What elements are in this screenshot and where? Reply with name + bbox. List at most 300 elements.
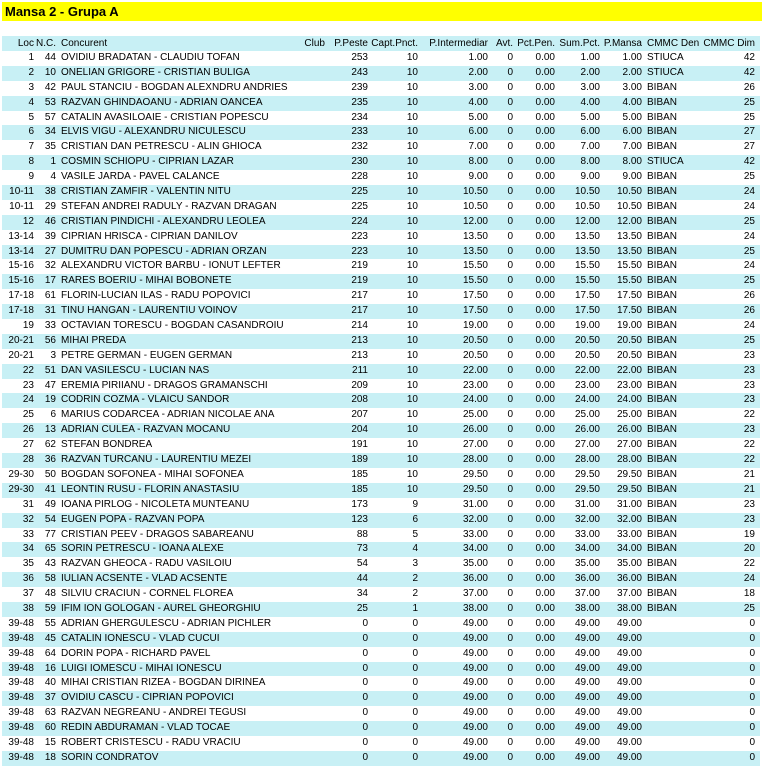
cell-cmmc-dim: 26: [743, 290, 755, 302]
cell-nc: 35: [44, 141, 56, 153]
cell-sum-pct: 13.50: [574, 245, 600, 257]
cell-cmmc-dim: 24: [743, 320, 755, 332]
cell-nc: 34: [44, 126, 56, 138]
cell-club: [300, 751, 327, 766]
cell-club: [300, 51, 327, 66]
cell-pct-pen: 0.00: [535, 736, 555, 748]
cell-avt: 0: [507, 394, 513, 406]
cell-pct-pen: 0.00: [535, 394, 555, 406]
cell-capt-pnct: 9: [412, 498, 418, 510]
cell-cmmc-den: [643, 721, 700, 736]
cell-p-intermediar: 49.00: [462, 736, 488, 748]
cell-capt-pnct: 10: [406, 156, 418, 168]
cell-p-intermediar: 2.00: [468, 66, 488, 78]
sheet-title: Mansa 2 - Grupa A: [5, 4, 119, 19]
header-nc: N.C.: [36, 38, 56, 49]
cell-club: [300, 662, 327, 677]
cell-pct-pen: 0.00: [535, 573, 555, 585]
cell-sum-pct: 49.00: [574, 677, 600, 689]
cell-p-intermediar: 13.50: [462, 230, 488, 242]
cell-loc: 27: [22, 439, 34, 451]
cell-capt-pnct: 1: [412, 602, 418, 614]
cell-p-intermediar: 49.00: [462, 751, 488, 763]
cell-sum-pct: 8.00: [580, 156, 600, 168]
header-concurent: Concurent: [61, 38, 108, 49]
cell-nc: 62: [44, 439, 56, 451]
cell-p-mansa: 49.00: [616, 617, 642, 629]
cell-sum-pct: 12.00: [574, 215, 600, 227]
cell-nc: 60: [44, 722, 56, 734]
table-row: [2, 662, 760, 677]
cell-pct-pen: 0.00: [535, 111, 555, 123]
cell-cmmc-den: STIUCA: [647, 52, 684, 63]
cell-avt: 0: [507, 677, 513, 689]
cell-p-mansa: 29.50: [616, 468, 642, 480]
cell-p-peste: 253: [351, 52, 368, 63]
cell-pct-pen: 0.00: [535, 722, 555, 734]
cell-p-peste: 0: [362, 692, 368, 704]
table-row: [2, 676, 760, 691]
table-row: [2, 602, 760, 617]
cell-nc: 29: [44, 200, 56, 212]
cell-concurent: ADRIAN GHERGULESCU - ADRIAN PICHLER: [61, 617, 272, 629]
cell-loc: 13-14: [8, 245, 34, 257]
cell-nc: 3: [50, 349, 56, 361]
cell-pct-pen: 0.00: [535, 260, 555, 272]
cell-club: [300, 96, 327, 111]
cell-loc: 23: [22, 379, 34, 391]
cell-p-intermediar: 1.00: [468, 52, 488, 63]
cell-capt-pnct: 6: [412, 513, 418, 525]
cell-cmmc-den: BIBAN: [647, 498, 678, 510]
cell-avt: 0: [507, 588, 513, 600]
cell-p-mansa: 13.50: [616, 230, 642, 242]
cell-pct-pen: 0.00: [535, 602, 555, 614]
cell-sum-pct: 22.00: [574, 364, 600, 376]
cell-nc: 13: [44, 424, 56, 436]
cell-cmmc-dim: 0: [749, 707, 755, 719]
cell-avt: 0: [507, 573, 513, 585]
table-row: [2, 423, 760, 438]
cell-avt: 0: [507, 379, 513, 391]
cell-avt: 0: [507, 66, 513, 78]
cell-cmmc-dim: 23: [743, 379, 755, 391]
cell-loc: 39-48: [8, 736, 34, 748]
cell-capt-pnct: 10: [406, 126, 418, 138]
cell-p-peste: 0: [362, 617, 368, 629]
cell-pct-pen: 0.00: [535, 66, 555, 78]
cell-nc: 39: [44, 230, 56, 242]
cell-avt: 0: [507, 305, 513, 317]
cell-p-intermediar: 17.50: [462, 290, 488, 302]
table-row: [2, 468, 760, 483]
cell-avt: 0: [507, 245, 513, 257]
cell-p-intermediar: 15.50: [462, 260, 488, 272]
cell-nc: 50: [44, 468, 56, 480]
cell-p-mansa: 33.00: [616, 528, 642, 540]
cell-cmmc-dim: 42: [743, 66, 755, 78]
cell-p-peste: 54: [356, 558, 368, 570]
cell-cmmc-dim: 26: [743, 305, 755, 317]
cell-avt: 0: [507, 751, 513, 763]
cell-p-intermediar: 37.00: [462, 588, 488, 600]
cell-p-mansa: 34.00: [616, 543, 642, 555]
cell-capt-pnct: 10: [406, 111, 418, 123]
cell-nc: 18: [44, 751, 56, 763]
cell-nc: 57: [44, 111, 56, 123]
cell-pct-pen: 0.00: [535, 751, 555, 763]
cell-avt: 0: [507, 141, 513, 153]
table-row: [2, 706, 760, 721]
cell-p-peste: 243: [351, 66, 368, 78]
cell-sum-pct: 49.00: [574, 722, 600, 734]
cell-p-peste: 185: [351, 483, 368, 495]
cell-capt-pnct: 10: [406, 186, 418, 198]
cell-nc: 58: [44, 573, 56, 585]
cell-cmmc-den: BIBAN: [647, 602, 678, 614]
cell-cmmc-dim: 0: [749, 736, 755, 748]
cell-capt-pnct: 10: [406, 320, 418, 332]
cell-club: [300, 691, 327, 706]
cell-p-mansa: 32.00: [616, 513, 642, 525]
cell-p-peste: 208: [351, 394, 368, 406]
cell-p-peste: 213: [351, 334, 368, 346]
cell-sum-pct: 29.50: [574, 483, 600, 495]
cell-cmmc-den: BIBAN: [647, 245, 678, 257]
cell-loc: 20-21: [8, 349, 34, 361]
cell-avt: 0: [507, 647, 513, 659]
cell-sum-pct: 32.00: [574, 513, 600, 525]
cell-cmmc-den: BIBAN: [647, 96, 678, 108]
cell-p-mansa: 9.00: [622, 171, 642, 183]
cell-capt-pnct: 10: [406, 81, 418, 93]
cell-capt-pnct: 10: [406, 364, 418, 376]
cell-cmmc-den: BIBAN: [647, 468, 678, 480]
cell-p-intermediar: 24.00: [462, 394, 488, 406]
cell-nc: 48: [44, 588, 56, 600]
cell-cmmc-dim: 23: [743, 349, 755, 361]
cell-cmmc-dim: 0: [749, 722, 755, 734]
cell-pct-pen: 0.00: [535, 200, 555, 212]
cell-capt-pnct: 10: [406, 379, 418, 391]
cell-capt-pnct: 10: [406, 52, 418, 63]
cell-cmmc-den: BIBAN: [647, 439, 678, 451]
cell-p-intermediar: 4.00: [468, 96, 488, 108]
cell-p-intermediar: 9.00: [468, 171, 488, 183]
cell-nc: 36: [44, 454, 56, 466]
cell-p-intermediar: 5.00: [468, 111, 488, 123]
cell-cmmc-dim: 23: [743, 424, 755, 436]
cell-pct-pen: 0.00: [535, 439, 555, 451]
cell-sum-pct: 25.00: [574, 409, 600, 421]
cell-avt: 0: [507, 290, 513, 302]
table-row: [2, 647, 760, 662]
cell-cmmc-den: [643, 691, 700, 706]
cell-cmmc-dim: 22: [743, 439, 755, 451]
cell-nc: 53: [44, 96, 56, 108]
cell-concurent: ONELIAN GRIGORE - CRISTIAN BULIGA: [61, 66, 250, 78]
cell-p-peste: 191: [351, 439, 368, 451]
cell-nc: 15: [44, 736, 56, 748]
cell-club: [300, 453, 327, 468]
cell-p-intermediar: 27.00: [462, 439, 488, 451]
cell-avt: 0: [507, 230, 513, 242]
cell-club: [300, 513, 327, 528]
table-row: [2, 617, 760, 632]
cell-concurent: DUMITRU DAN POPESCU - ADRIAN ORZAN: [61, 245, 267, 257]
cell-p-intermediar: 3.00: [468, 81, 488, 93]
cell-p-mansa: 49.00: [616, 632, 642, 644]
cell-cmmc-dim: 24: [743, 230, 755, 242]
cell-capt-pnct: 10: [406, 394, 418, 406]
table-row: [2, 691, 760, 706]
cell-pct-pen: 0.00: [535, 424, 555, 436]
cell-p-intermediar: 22.00: [462, 364, 488, 376]
cell-sum-pct: 28.00: [574, 454, 600, 466]
cell-cmmc-den: [643, 647, 700, 662]
results-table: [2, 36, 760, 766]
cell-p-peste: 44: [356, 573, 368, 585]
cell-club: [300, 438, 327, 453]
cell-concurent: MARIUS CODARCEA - ADRIAN NICOLAE ANA: [61, 409, 275, 421]
cell-concurent: ROBERT CRISTESCU - RADU VRACIU: [61, 736, 241, 748]
cell-pct-pen: 0.00: [535, 677, 555, 689]
cell-club: [300, 140, 327, 155]
cell-pct-pen: 0.00: [535, 558, 555, 570]
cell-p-intermediar: 49.00: [462, 692, 488, 704]
cell-p-peste: 219: [351, 260, 368, 272]
cell-club: [300, 617, 327, 632]
cell-capt-pnct: 10: [406, 454, 418, 466]
table-row: [2, 572, 760, 587]
cell-p-mansa: 10.50: [616, 186, 642, 198]
cell-p-mansa: 49.00: [616, 692, 642, 704]
cell-p-intermediar: 19.00: [462, 320, 488, 332]
cell-concurent: TINU HANGAN - LAURENTIU VOINOV: [61, 305, 238, 317]
cell-cmmc-dim: 18: [743, 588, 755, 600]
cell-p-mansa: 15.50: [616, 260, 642, 272]
cell-nc: 65: [44, 543, 56, 555]
cell-club: [300, 245, 327, 260]
cell-p-peste: 0: [362, 736, 368, 748]
cell-club: [300, 736, 327, 751]
cell-sum-pct: 23.00: [574, 379, 600, 391]
cell-pct-pen: 0.00: [535, 290, 555, 302]
cell-cmmc-den: [643, 662, 700, 677]
cell-loc: 29-30: [8, 483, 34, 495]
cell-nc: 55: [44, 617, 56, 629]
cell-avt: 0: [507, 186, 513, 198]
cell-pct-pen: 0.00: [535, 528, 555, 540]
cell-concurent: SORIN PETRESCU - IOANA ALEXE: [61, 543, 224, 555]
cell-concurent: IULIAN ACSENTE - VLAD ACSENTE: [61, 573, 228, 585]
cell-club: [300, 319, 327, 334]
cell-loc: 39-48: [8, 617, 34, 629]
cell-club: [300, 304, 327, 319]
cell-cmmc-dim: 25: [743, 111, 755, 123]
cell-pct-pen: 0.00: [535, 156, 555, 168]
cell-loc: 25: [22, 409, 34, 421]
cell-p-intermediar: 49.00: [462, 677, 488, 689]
cell-cmmc-dim: 0: [749, 662, 755, 674]
cell-concurent: LEONTIN RUSU - FLORIN ANASTASIU: [61, 483, 240, 495]
cell-concurent: ELVIS VIGU - ALEXANDRU NICULESCU: [61, 126, 246, 138]
cell-loc: 17-18: [8, 305, 34, 317]
cell-nc: 77: [44, 528, 56, 540]
cell-p-mansa: 49.00: [616, 707, 642, 719]
cell-capt-pnct: 2: [412, 573, 418, 585]
cell-pct-pen: 0.00: [535, 364, 555, 376]
cell-sum-pct: 6.00: [580, 126, 600, 138]
cell-sum-pct: 2.00: [580, 66, 600, 78]
cell-cmmc-den: BIBAN: [647, 409, 678, 421]
cell-nc: 40: [44, 677, 56, 689]
cell-club: [300, 215, 327, 230]
cell-cmmc-den: BIBAN: [647, 215, 678, 227]
cell-concurent: CATALIN IONESCU - VLAD CUCUI: [61, 632, 220, 644]
cell-concurent: DORIN POPA - RICHARD PAVEL: [61, 647, 211, 659]
cell-loc: 39-48: [8, 662, 34, 674]
cell-loc: 24: [22, 394, 34, 406]
cell-loc: 26: [22, 424, 34, 436]
table-row: [2, 513, 760, 528]
cell-loc: 2: [28, 66, 34, 78]
header-cmmc-den: CMMC Den: [647, 38, 700, 49]
cell-capt-pnct: 0: [412, 632, 418, 644]
cell-cmmc-dim: 23: [743, 513, 755, 525]
table-row: [2, 274, 760, 289]
cell-capt-pnct: 10: [406, 260, 418, 272]
cell-loc: 39-48: [8, 722, 34, 734]
cell-avt: 0: [507, 126, 513, 138]
cell-concurent: SILVIU CRACIUN - CORNEL FLOREA: [61, 588, 234, 600]
table-row: [2, 334, 760, 349]
cell-p-intermediar: 20.50: [462, 349, 488, 361]
cell-loc: 6: [28, 126, 34, 138]
header-sum-pct: Sum.Pct.: [559, 38, 600, 49]
cell-concurent: FLORIN-LUCIAN ILAS - RADU POPOVICI: [61, 290, 251, 302]
cell-avt: 0: [507, 171, 513, 183]
cell-capt-pnct: 10: [406, 305, 418, 317]
cell-p-intermediar: 10.50: [462, 200, 488, 212]
cell-loc: 39-48: [8, 647, 34, 659]
cell-pct-pen: 0.00: [535, 692, 555, 704]
cell-p-mansa: 13.50: [616, 245, 642, 257]
table-row: [2, 215, 760, 230]
cell-avt: 0: [507, 96, 513, 108]
table-body: [2, 51, 760, 766]
cell-avt: 0: [507, 483, 513, 495]
cell-cmmc-den: BIBAN: [647, 126, 678, 138]
cell-concurent: CIPRIAN HRISCA - CIPRIAN DANILOV: [61, 230, 238, 242]
cell-p-mansa: 28.00: [616, 454, 642, 466]
cell-capt-pnct: 10: [406, 96, 418, 108]
cell-avt: 0: [507, 468, 513, 480]
table-row: [2, 542, 760, 557]
cell-pct-pen: 0.00: [535, 52, 555, 63]
table-row: [2, 96, 760, 111]
cell-p-peste: 213: [351, 349, 368, 361]
cell-avt: 0: [507, 364, 513, 376]
cell-concurent: RARES BOERIU - MIHAI BOBONETE: [61, 275, 232, 287]
cell-sum-pct: 17.50: [574, 305, 600, 317]
cell-nc: 27: [44, 245, 56, 257]
cell-pct-pen: 0.00: [535, 617, 555, 629]
cell-p-mansa: 15.50: [616, 275, 642, 287]
cell-concurent: LUIGI IOMESCU - MIHAI IONESCU: [61, 662, 222, 674]
cell-concurent: SORIN CONDRATOV: [61, 751, 159, 763]
cell-cmmc-den: BIBAN: [647, 588, 678, 600]
cell-avt: 0: [507, 662, 513, 674]
cell-capt-pnct: 10: [406, 230, 418, 242]
cell-p-peste: 232: [351, 141, 368, 153]
cell-club: [300, 155, 327, 170]
cell-p-peste: 211: [352, 364, 368, 376]
cell-loc: 13-14: [8, 230, 34, 242]
cell-capt-pnct: 0: [412, 736, 418, 748]
cell-cmmc-den: BIBAN: [647, 230, 678, 242]
cell-sum-pct: 1.00: [580, 52, 600, 63]
cell-cmmc-den: BIBAN: [647, 573, 678, 585]
cell-p-peste: 217: [351, 305, 368, 317]
cell-loc: 9: [28, 171, 34, 183]
cell-capt-pnct: 2: [412, 588, 418, 600]
cell-capt-pnct: 0: [412, 662, 418, 674]
header-cmmc-dim: CMMC Dim: [703, 38, 755, 49]
header-club: Club: [304, 38, 325, 49]
cell-p-mansa: 38.00: [616, 602, 642, 614]
cell-cmmc-den: BIBAN: [647, 111, 678, 123]
cell-club: [300, 111, 327, 126]
cell-concurent: BOGDAN SOFONEA - MIHAI SOFONEA: [61, 468, 244, 480]
cell-cmmc-dim: 0: [749, 617, 755, 629]
cell-p-intermediar: 13.50: [462, 245, 488, 257]
cell-cmmc-dim: 19: [743, 528, 755, 540]
cell-nc: 17: [44, 275, 56, 287]
cell-loc: 37: [22, 588, 34, 600]
cell-pct-pen: 0.00: [535, 632, 555, 644]
header-pct-pen: Pct.Pen.: [517, 38, 555, 49]
cell-p-mansa: 20.50: [616, 349, 642, 361]
cell-nc: 6: [50, 409, 56, 421]
cell-pct-pen: 0.00: [535, 454, 555, 466]
cell-p-mansa: 19.00: [616, 320, 642, 332]
cell-p-intermediar: 35.00: [462, 558, 488, 570]
cell-sum-pct: 10.50: [574, 186, 600, 198]
cell-club: [300, 423, 327, 438]
table-row: [2, 721, 760, 736]
cell-p-intermediar: 49.00: [462, 662, 488, 674]
cell-loc: 20-21: [8, 334, 34, 346]
table-row: [2, 66, 760, 81]
cell-avt: 0: [507, 543, 513, 555]
cell-p-mansa: 23.00: [616, 379, 642, 391]
header-p-peste: P.Peste: [334, 38, 368, 49]
cell-p-intermediar: 49.00: [462, 722, 488, 734]
cell-p-intermediar: 31.00: [462, 498, 488, 510]
cell-p-peste: 185: [351, 468, 368, 480]
table-row: [2, 319, 760, 334]
cell-capt-pnct: 10: [406, 468, 418, 480]
cell-cmmc-dim: 22: [743, 454, 755, 466]
cell-loc: 15-16: [8, 275, 34, 287]
cell-club: [300, 393, 327, 408]
cell-cmmc-dim: 21: [743, 468, 755, 480]
cell-cmmc-dim: 23: [743, 498, 755, 510]
cell-avt: 0: [507, 275, 513, 287]
cell-nc: 45: [44, 632, 56, 644]
cell-sum-pct: 24.00: [574, 394, 600, 406]
